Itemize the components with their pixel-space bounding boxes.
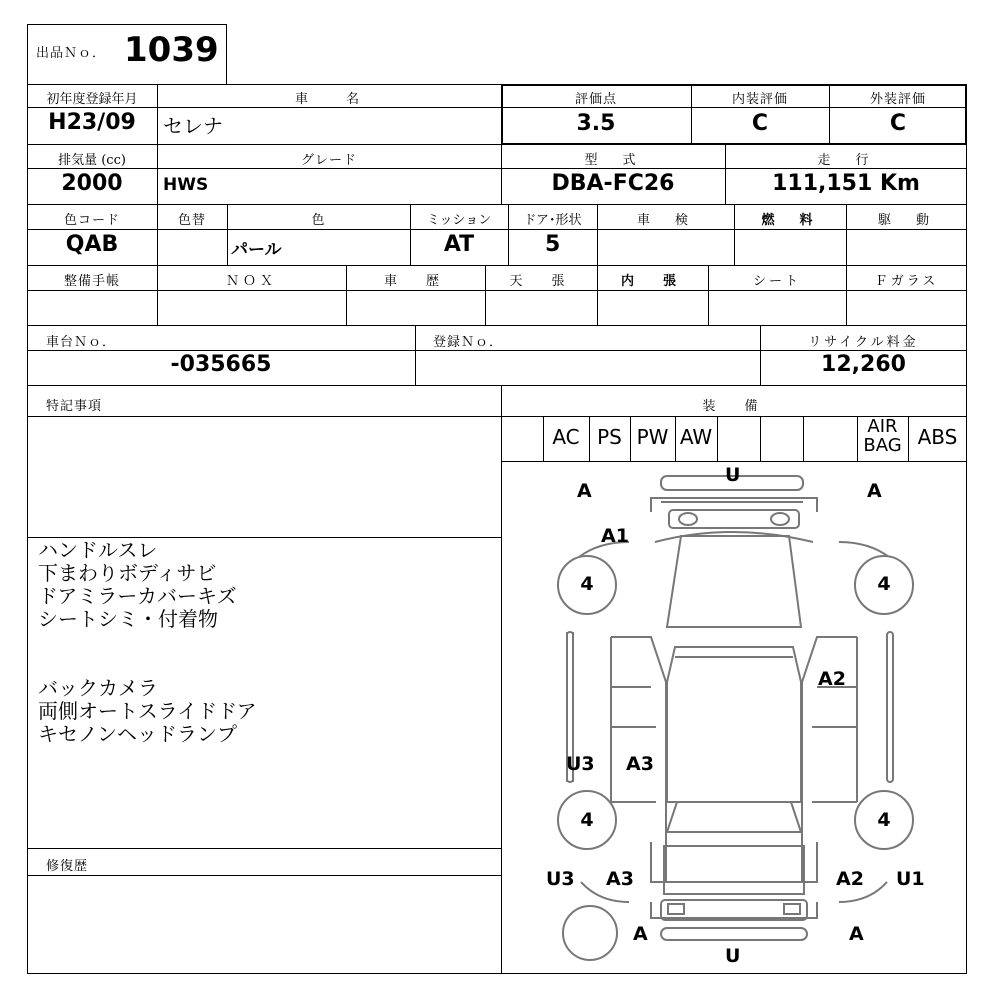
recycle-label: リサイクル料金 [808, 335, 919, 350]
mission-value: AT [443, 232, 475, 257]
history-label: 車 歴 [383, 274, 447, 289]
lot-label: 出品Ｎｏ． [36, 46, 107, 61]
tyre-rating-rear-right: 4 [877, 809, 891, 831]
equipment-item: PS [597, 425, 622, 449]
fuel-label: 燃 料 [761, 213, 819, 228]
mileage-value: 111,151 Km [772, 171, 920, 196]
note-line [38, 654, 493, 677]
repair-label: 修復歴 [46, 859, 89, 874]
mission-label: ミッション [426, 213, 492, 228]
drive-label: 駆 動 [877, 213, 935, 228]
car-name-value: セレナ [163, 114, 223, 138]
color-code-label: 色コード [63, 213, 120, 228]
damage-mark: A2 [836, 868, 864, 890]
equipment-item: PW [636, 425, 669, 449]
displacement-value: 2000 [61, 171, 123, 196]
damage-mark: A [577, 480, 592, 502]
grade-label: グレード [300, 153, 357, 168]
model-label: 型 式 [584, 153, 642, 168]
chassis-label: 車台Ｎｏ． [46, 335, 117, 350]
nox-label: ＮＯＸ [225, 274, 277, 289]
model-value: DBA-FC26 [551, 171, 675, 196]
chassis-value: -035665 [170, 352, 272, 377]
repaint-label: 色替 [177, 213, 206, 228]
regno-label: 登録Ｎｏ． [433, 335, 504, 350]
tyre-spare [563, 906, 617, 960]
notes-lines [38, 539, 493, 746]
damage-mark: A3 [606, 868, 634, 890]
seat-label: シート [752, 274, 801, 289]
notes-label: 特記事項 [46, 399, 103, 414]
note-line: 両側オートスライドドア [38, 699, 257, 723]
recycle-value: 12,260 [821, 352, 906, 377]
note-line: シートシミ・付着物 [38, 607, 218, 631]
score-label: 評価点 [574, 92, 617, 107]
displacement-label: 排気量 (cc) [58, 153, 126, 168]
tyre-rating-front-left: 4 [580, 573, 594, 595]
equipment-label: 装 備 [702, 399, 766, 414]
score-value: 3.5 [576, 111, 616, 136]
ceiling-label: 天 張 [509, 274, 573, 289]
grade-value: HWS [163, 175, 209, 195]
interior-trim-label: 内 張 [620, 274, 684, 289]
equipment-item: AW [679, 425, 713, 449]
damage-mark: A [849, 923, 864, 945]
damage-mark: A2 [818, 668, 846, 690]
equipment-item: AC [552, 425, 580, 449]
damage-mark: A3 [626, 753, 654, 775]
damage-mark: U3 [566, 753, 595, 775]
damage-mark: U3 [546, 868, 575, 890]
damage-mark: U [725, 464, 741, 486]
first-reg-label: 初年度登録年月 [46, 92, 138, 107]
note-line: キセノンヘッドランプ [38, 722, 237, 746]
note-line: 下まわりボディサビ [38, 561, 217, 585]
maintenance-label: 整備手帳 [63, 274, 120, 289]
color-value: パール [231, 240, 282, 260]
mileage-label: 走 行 [817, 153, 875, 168]
lot-number: 1039 [124, 30, 219, 70]
damage-mark: A1 [601, 525, 629, 547]
car-name-label: 車 名 [294, 92, 363, 107]
note-line: ハンドルスレ [38, 538, 158, 562]
door-label: ドア･形状 [523, 213, 582, 228]
equipment-item: ABS [917, 425, 958, 449]
glass-label: Ｆガラス [874, 274, 939, 289]
interior-label: 内装評価 [731, 92, 788, 107]
damage-mark: A [867, 480, 882, 502]
note-line [38, 631, 493, 654]
note-line: バックカメラ [38, 676, 158, 700]
tyre-rating-rear-left: 4 [580, 809, 594, 831]
car-diagram [501, 462, 967, 974]
door-value: 5 [545, 232, 561, 257]
exterior-label: 外装評価 [869, 92, 926, 107]
color-code-value: QAB [65, 232, 119, 257]
first-reg-value: H23/09 [48, 110, 136, 135]
exterior-value: C [889, 111, 907, 136]
equipment-item-airbag: AIR BAG [863, 416, 902, 456]
color-label: 色 [311, 213, 326, 228]
tyre-rating-front-right: 4 [877, 573, 891, 595]
inspection-label: 車 検 [636, 213, 694, 228]
note-line: ドアミラーカバーキズ [38, 584, 237, 608]
interior-value: C [751, 111, 769, 136]
damage-mark: A [633, 923, 648, 945]
damage-mark: U1 [896, 868, 925, 890]
damage-mark: U [725, 945, 741, 967]
